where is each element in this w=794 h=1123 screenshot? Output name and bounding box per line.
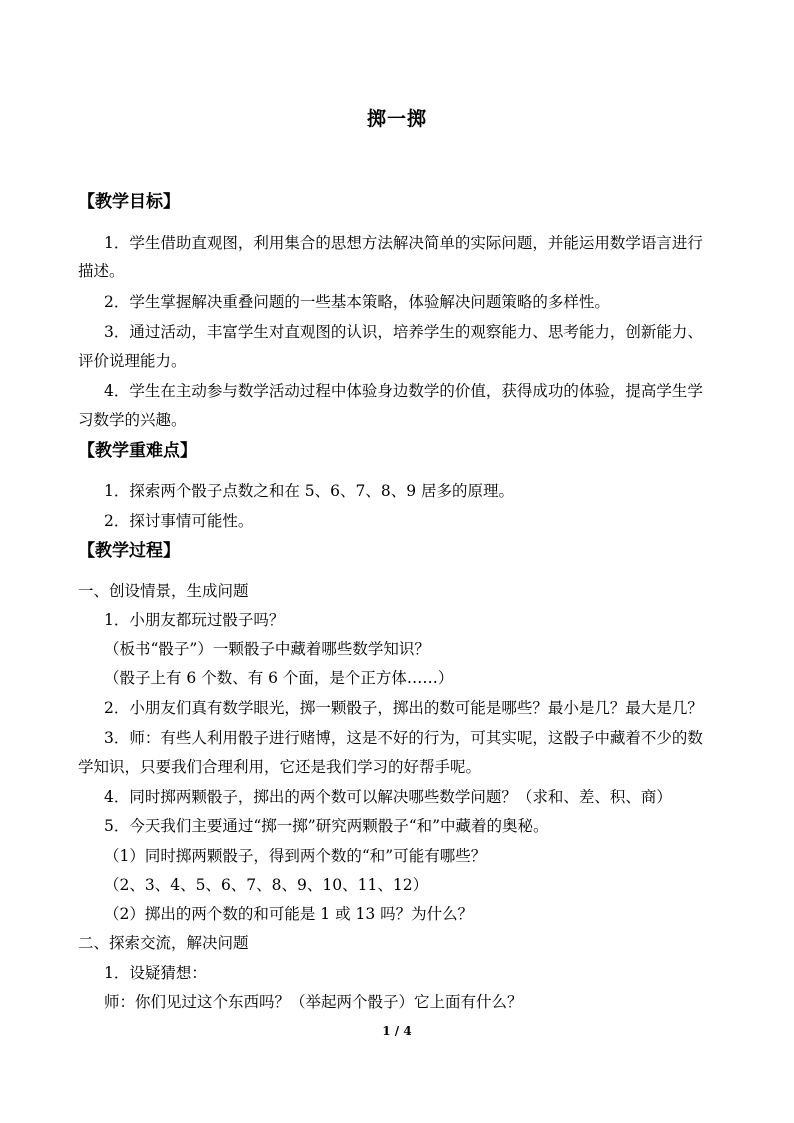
goal-2: 2．学生掌握解决重叠问题的一些基本策略，体验解决问题策略的多样性。 (104, 293, 610, 311)
goal-1-line-1: 1．学生借助直观图，利用集合的思想方法解决简单的实际问题，并能运用数学语言进行 (104, 234, 703, 252)
process-3-line-2: 学知识，只要我们合理利用，它还是我们学习的好帮手呢。 (78, 758, 482, 776)
goal-4-line-2: 习数学的兴趣。 (78, 411, 187, 429)
goal-3-line-2: 评价说理能力。 (78, 352, 187, 370)
process-5b: （2、3、4、5、6、7、8、9、10、11、12） (104, 876, 429, 894)
process-5c: （2）掷出的两个数的和可能是 1 或 13 吗？为什么？ (104, 905, 474, 923)
page-number: 1 / 4 (382, 1024, 412, 1038)
process-5a: （1）同时掷两颗骰子，得到两个数的“和”可能有哪些？ (104, 847, 487, 865)
process-5: 5．今天我们主要通过“掷一掷”研究两颗骰子“和”中藏着的奥秘。 (104, 817, 549, 835)
process-2: 2．小朋友们真有数学眼光，掷一颗骰子，掷出的数可能是哪些？最小是几？最大是几？ (104, 699, 703, 717)
goal-4-line-1: 4．学生在主动参与数学活动过程中体验身边数学的价值，获得成功的体验，提高学生学 (104, 382, 703, 400)
key-2: 2．探讨事情可能性。 (104, 512, 254, 530)
process-6a: 师：你们见过这个东西吗？（举起两个骰子）它上面有什么？ (104, 993, 523, 1011)
process-4: 4．同时掷两颗骰子，掷出的两个数可以解决哪些数学问题？（求和、差、积、商） (104, 788, 672, 806)
process-3-line-1: 3．师：有些人利用骰子进行赌博，这是不好的行为，可其实呢，这骰子中藏着不少的数 (104, 729, 703, 747)
process-section-2: 二、探索交流，解决问题 (78, 934, 249, 952)
process-section-1: 一、创设情景，生成问题 (78, 582, 249, 600)
process-heading: 【教学过程】 (78, 541, 180, 561)
key-1: 1．探索两个骰子点数之和在 5、6、7、8、9 居多的原理。 (104, 482, 515, 500)
process-1: 1．小朋友都玩过骰子吗？ (104, 611, 285, 629)
process-6: 1．设疑猜想： (104, 964, 207, 982)
goal-1-line-2: 描述。 (78, 262, 125, 280)
process-1b: （骰子上有 6 个数、有 6 个面，是个正方体……） (104, 669, 454, 687)
document-title: 掷一掷 (366, 108, 427, 130)
goals-heading: 【教学目标】 (78, 192, 180, 212)
goal-3-line-1: 3．通过活动，丰富学生对直观图的认识，培养学生的观察能力、思考能力，创新能力、 (104, 323, 703, 341)
process-1a: （板书“骰子”）一颗骰子中藏着哪些数学知识？ (104, 640, 430, 658)
key-heading: 【教学重难点】 (78, 441, 197, 461)
